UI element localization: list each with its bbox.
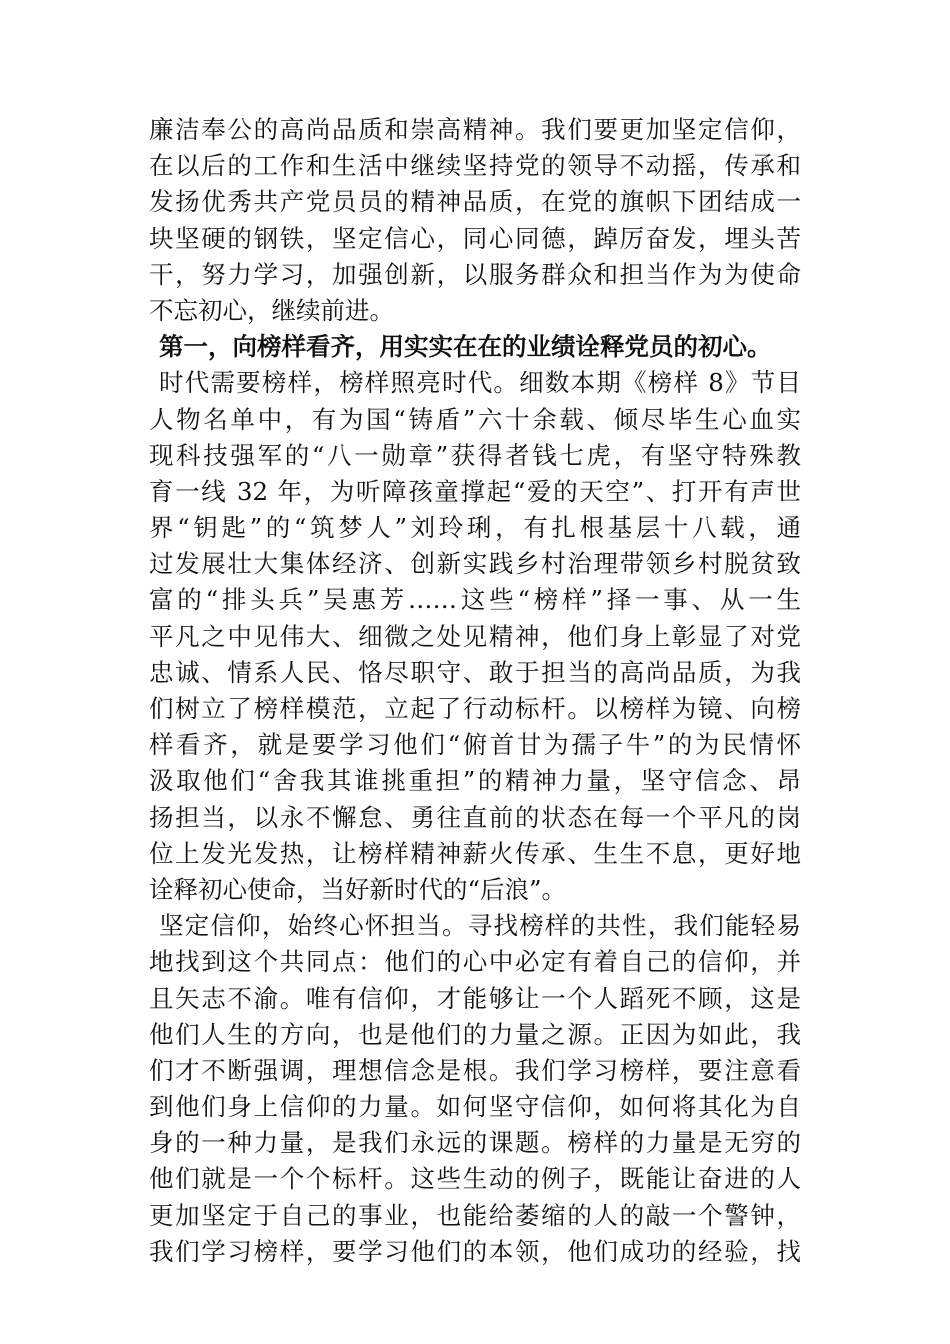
text-line: 他们就是一个个标杆。这些生动的例子，既能让奋进的人 xyxy=(149,1164,801,1194)
paragraph-role-models xyxy=(149,365,801,908)
text-line: 坚定信仰，始终心怀担当。寻找榜样的共性，我们能轻易 xyxy=(159,911,801,941)
text-line: 样看齐，就是要学习他们“俯首甘为孺子牛”的为民情怀 xyxy=(149,730,801,760)
text-line: 他们人生的方向，也是他们的力量之源。正因为如此，我 xyxy=(149,1019,801,1049)
text-line: 忠诚、情系人民、恪尽职守、敢于担当的高尚品质，为我 xyxy=(149,657,801,687)
text-line: 现科技强军的“八一勋章”获得者钱七虎，有坚守特殊教 xyxy=(149,440,801,470)
text-line: 且矢志不渝。唯有信仰，才能够让一个人蹈死不顾，这是 xyxy=(149,983,801,1013)
paragraph-faith xyxy=(149,908,801,1270)
text-line: 界“钥匙”的“筑梦人”刘玲琍，有扎根基层十八载，通 xyxy=(149,513,801,543)
document-body xyxy=(149,112,801,1270)
text-line: 时代需要榜样，榜样照亮时代。细数本期《榜样 8》节目 xyxy=(159,368,801,398)
text-line: 在以后的工作和生活中继续坚持党的领导不动摇，传承和 xyxy=(149,151,801,181)
paragraph-intro xyxy=(149,112,801,329)
text-line: 我们学习榜样，要学习他们的本领，他们成功的经验，找 xyxy=(149,1236,801,1266)
text-line: 过发展壮大集体经济、创新实践乡村治理带领乡村脱贫致 xyxy=(149,549,801,579)
text-line: 诠释初心使命，当好新时代的“后浪”。 xyxy=(149,874,567,904)
text-line: 干，努力学习，加强创新，以服务群众和担当作为为使命 xyxy=(149,259,801,289)
text-line: 块坚硬的钢铁，坚定信心，同心同德，踔厉奋发，埋头苦 xyxy=(149,223,801,253)
text-line: 地找到这个共同点：他们的心中必定有着自己的信仰，并 xyxy=(149,947,801,977)
text-line: 不忘初心，继续前进。 xyxy=(149,295,394,325)
text-line: 人物名单中，有为国“铸盾”六十余载、倾尽毕生心血实 xyxy=(149,404,801,434)
text-line: 位上发光发热，让榜样精神薪火传承、生生不息，更好地 xyxy=(149,838,801,868)
text-line: 身的一种力量，是我们永远的课题。榜样的力量是无穷的 xyxy=(149,1128,801,1158)
text-line: 到他们身上信仰的力量。如何坚守信仰，如何将其化为自 xyxy=(149,1092,801,1122)
text-line: 平凡之中见伟大、细微之处见精神，他们身上彰显了对党 xyxy=(149,621,801,651)
text-line: 们才不断强调，理想信念是根。我们学习榜样，要注意看 xyxy=(149,1055,801,1085)
text-line: 扬担当，以永不懈怠、勇往直前的状态在每一个平凡的岗 xyxy=(149,802,801,832)
heading-line: 第一，向榜样看齐，用实实在在的业绩诠释党员的初心。 xyxy=(159,332,772,362)
text-line: 富的“排头兵”吴惠芳……这些“榜样”择一事、从一生 xyxy=(149,585,801,615)
text-line: 汲取他们“舍我其谁挑重担”的精神力量，坚守信念、昂 xyxy=(149,766,801,796)
text-line: 发扬优秀共产党员员的精神品质，在党的旗帜下团结成一 xyxy=(149,187,801,217)
text-line: 廉洁奉公的高尚品质和崇高精神。我们要更加坚定信仰， xyxy=(149,115,801,144)
text-line: 育一线 32 年，为听障孩童撑起“爱的天空”、打开有声世 xyxy=(149,476,801,506)
text-line: 更加坚定于自己的事业，也能给萎缩的人的敲一个警钟， xyxy=(149,1200,801,1230)
section-heading xyxy=(149,329,801,365)
text-line: 们树立了榜样模范，立起了行动标杆。以榜样为镜、向榜 xyxy=(149,694,801,723)
